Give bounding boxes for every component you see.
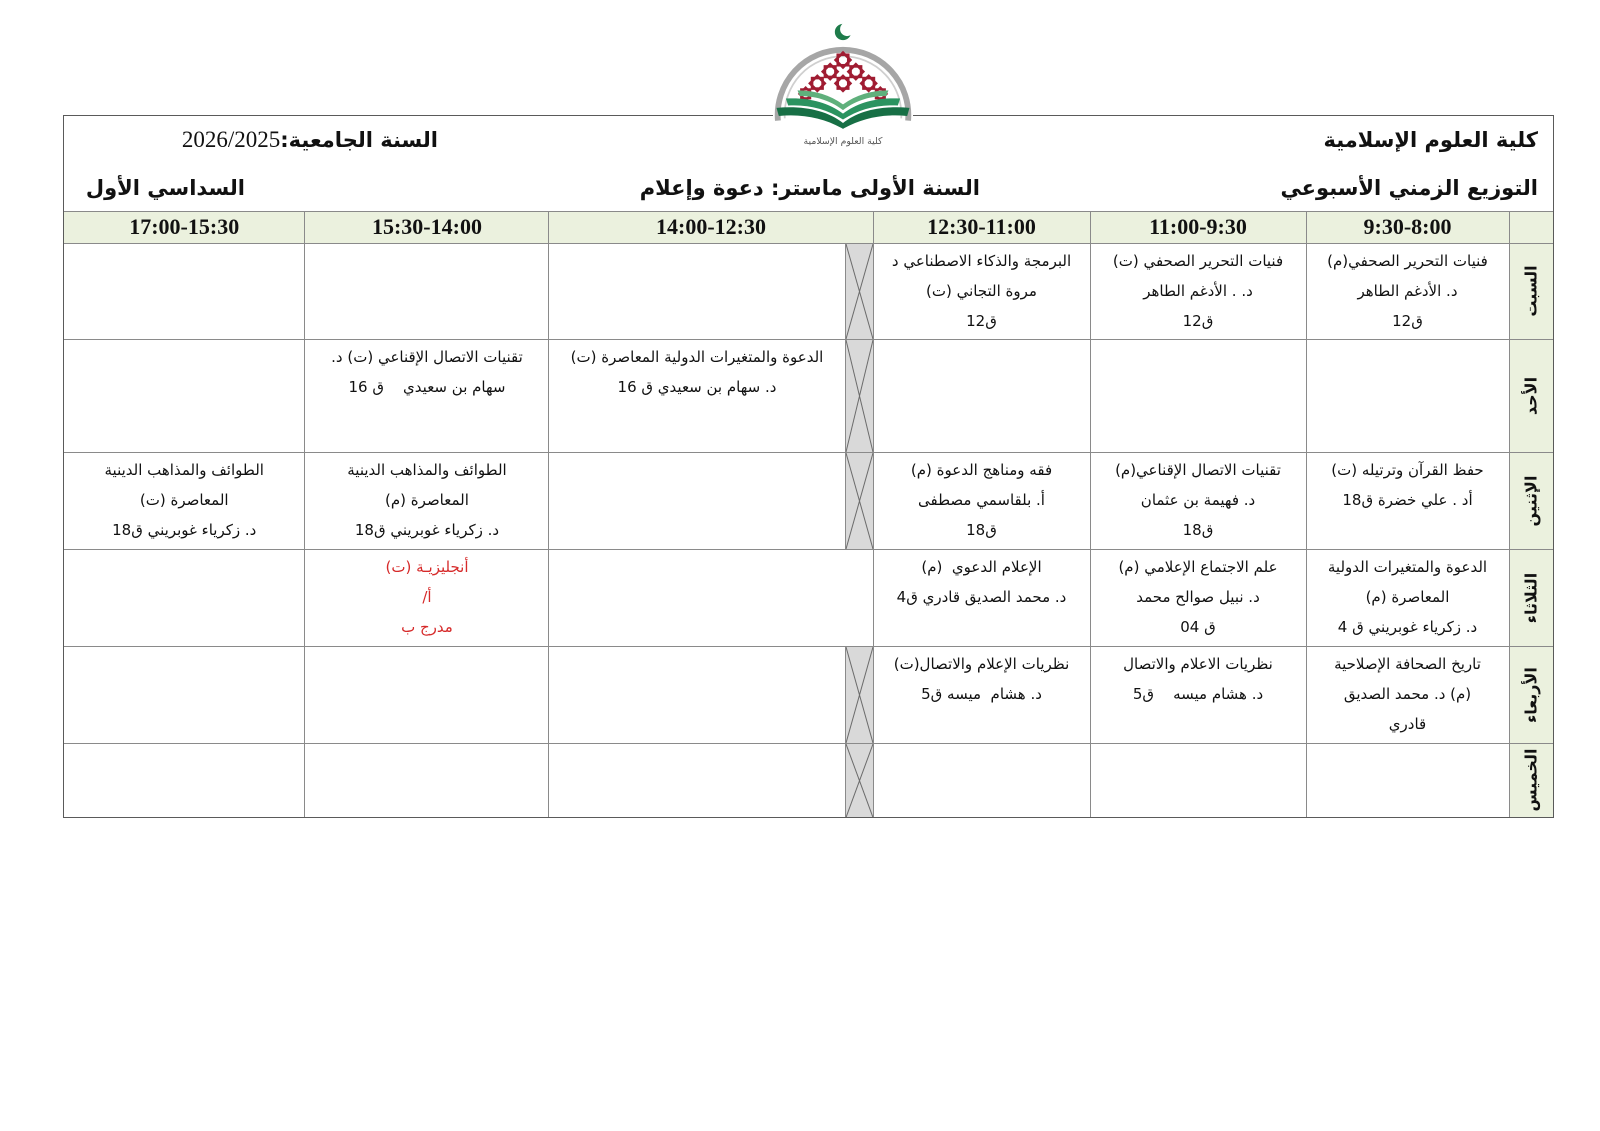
day-cell <box>1509 743 1553 817</box>
cell-line: فنيات التحرير الصحفي (ت) <box>1112 251 1284 270</box>
cell-line: د. الأدغم الطاهر <box>1357 281 1458 300</box>
day-row <box>64 243 1553 339</box>
schedule-cell <box>305 549 549 646</box>
break-hatch <box>846 744 873 818</box>
logo-crescent-icon <box>835 22 854 40</box>
cell-line: د. هشام ميسه ق5 <box>921 684 1042 703</box>
cell-line: البرمجة والذكاء الاصطناعي د <box>891 251 1072 270</box>
break-hatch <box>846 453 873 549</box>
schedule-head <box>64 212 1553 243</box>
cell-line: علم الاجتماع الإعلامي (م) <box>1118 557 1278 576</box>
day-label: السبت <box>1521 265 1541 317</box>
day-row <box>64 646 1553 743</box>
schedule-table <box>64 212 1553 817</box>
time-slot-label: 9:30-8:00 <box>1363 214 1452 240</box>
cell-line: ق12 <box>1182 311 1214 330</box>
day-label: الأربعاء <box>1521 666 1541 723</box>
break-cell <box>845 339 873 452</box>
cell-line: د. . الأدغم الطاهر <box>1143 281 1253 300</box>
cell-line: تقنيات الاتصال الإقناعي (ت) د. <box>331 347 523 366</box>
day-row <box>64 339 1553 452</box>
cell-line: د. فهيمة بن عثمان <box>1140 490 1256 509</box>
schedule-cell <box>1090 339 1306 452</box>
day-cell <box>1509 549 1553 646</box>
schedule-cell <box>305 646 549 743</box>
break-hatch <box>846 244 873 339</box>
schedule-cell <box>549 743 845 817</box>
schedule-cell <box>1090 243 1306 339</box>
time-slot-header <box>305 212 549 243</box>
academic-year <box>182 126 438 154</box>
cell-line: المعاصرة (م) <box>1365 587 1450 606</box>
logo-caption: كلية العلوم الإسلامية <box>803 136 883 147</box>
time-slot-header <box>549 212 873 243</box>
schedule-cell <box>64 452 305 549</box>
faculty-logo <box>773 18 913 158</box>
cell-line: أ/ <box>422 587 432 606</box>
cell-line: نظريات الاعلام والاتصال <box>1123 654 1273 673</box>
cell-line: المعاصرة (م) <box>385 490 469 509</box>
break-hatch <box>846 647 873 743</box>
cell-line: حفظ القرآن وترتيله (ت) <box>1331 460 1484 479</box>
schedule-cell <box>1090 646 1306 743</box>
cell-line: قادري <box>1388 714 1427 733</box>
time-slot-label: 15:30-14:00 <box>371 214 482 240</box>
schedule-cell <box>549 339 845 452</box>
cell-line: ق12 <box>966 311 997 330</box>
cell-line: مروة التجاني (ت) <box>926 281 1037 300</box>
day-cell <box>1509 243 1553 339</box>
time-slot-label: 12:30-11:00 <box>927 214 1036 240</box>
day-cell <box>1509 452 1553 549</box>
timetable-sheet <box>63 115 1554 818</box>
time-slot-header <box>64 212 305 243</box>
cell-line: ق18 <box>1182 520 1214 539</box>
program-name: السنة الأولى ماستر: دعوة وإعلام <box>639 176 980 200</box>
cell-line: تقنيات الاتصال الإقناعي(م) <box>1115 460 1281 479</box>
schedule-cell <box>549 646 845 743</box>
day-label: الثلاثاء <box>1521 572 1541 623</box>
time-slot-header <box>873 212 1090 243</box>
schedule-cell <box>305 452 549 549</box>
cell-line: الدعوة والمتغيرات الدولية <box>1327 557 1488 576</box>
schedule-cell <box>1306 646 1509 743</box>
schedule-title: التوزيع الزمني الأسبوعي <box>1280 176 1538 200</box>
academic-year-label: السنة الجامعية: <box>280 128 438 152</box>
day-label: الأحد <box>1521 376 1541 415</box>
cell-line: د. نبيل صوالح محمد <box>1136 587 1260 606</box>
schedule-cell <box>64 339 305 452</box>
cell-line: أ. بلقاسمي مصطفى <box>918 490 1045 509</box>
cell-line: الطوائف والمذاهب الدينية <box>104 460 264 479</box>
cell-line: نظريات الإعلام والاتصال(ت) <box>893 654 1070 673</box>
schedule-body <box>64 243 1553 817</box>
schedule-cell <box>1306 743 1509 817</box>
day-cell <box>1509 339 1553 452</box>
cell-line: سهام بن سعيدي ق 16 <box>348 377 506 396</box>
faculty-name: كلية العلوم الإسلامية <box>1323 128 1538 152</box>
cell-line: د. زكرياء غوبريني ق 4 <box>1337 617 1478 636</box>
schedule-cell <box>305 243 549 339</box>
cell-line: د. محمد الصديق قادري ق4 <box>896 587 1067 606</box>
schedule-cell <box>1306 243 1509 339</box>
break-cell <box>845 452 873 549</box>
schedule-cell <box>1090 452 1306 549</box>
cell-line: الإعلام الدعوي (م) <box>921 557 1042 576</box>
schedule-cell <box>305 339 549 452</box>
cell-line: ق12 <box>1392 311 1423 330</box>
schedule-cell <box>64 646 305 743</box>
schedule-cell <box>873 646 1090 743</box>
day-column-header <box>1509 212 1553 243</box>
schedule-cell <box>873 243 1090 339</box>
time-slot-header <box>1090 212 1306 243</box>
schedule-cell <box>64 549 305 646</box>
schedule-cell <box>64 743 305 817</box>
schedule-cell <box>873 452 1090 549</box>
day-cell <box>1509 646 1553 743</box>
day-row <box>64 743 1553 817</box>
cell-line: الطوائف والمذاهب الدينية <box>347 460 507 479</box>
break-hatch <box>846 340 873 452</box>
break-cell <box>845 743 873 817</box>
schedule-cell <box>305 743 549 817</box>
cell-line: المعاصرة (ت) <box>139 490 229 509</box>
schedule-cell <box>1090 549 1306 646</box>
cell-line: فنيات التحرير الصحفي(م) <box>1327 251 1488 270</box>
schedule-cell <box>873 549 1090 646</box>
schedule-cell <box>549 452 845 549</box>
schedule-cell <box>873 339 1090 452</box>
time-slot-label: 17:00-15:30 <box>129 214 240 240</box>
schedule-cell <box>1306 339 1509 452</box>
schedule-cell <box>64 243 305 339</box>
time-slot-label: 11:00-9:30 <box>1149 214 1247 240</box>
schedule-cell <box>873 743 1090 817</box>
break-cell <box>845 646 873 743</box>
schedule-cell <box>549 549 873 646</box>
cell-line: ق 04 <box>1180 617 1216 636</box>
academic-year-value: 2026/2025 <box>181 127 281 152</box>
cell-line: ق18 <box>966 520 997 539</box>
cell-line: د. سهام بن سعيدي ق 16 <box>617 377 777 396</box>
time-slot-header <box>1306 212 1509 243</box>
time-slot-label: 14:00-12:30 <box>656 214 766 240</box>
day-row <box>64 549 1553 646</box>
cell-line: مدرج ب <box>401 617 453 636</box>
cell-line: د. زكرياء غوبريني ق18 <box>112 520 257 539</box>
day-label: الخميس <box>1521 748 1541 812</box>
cell-line: تاريخ الصحافة الإصلاحية <box>1334 654 1481 673</box>
schedule-cell <box>1306 549 1509 646</box>
break-cell <box>845 243 873 339</box>
cell-line: الدعوة والمتغيرات الدولية المعاصرة (ت) <box>570 347 824 366</box>
cell-line: أد . علي خضرة ق18 <box>1342 490 1473 509</box>
cell-line: د. زكرياء غوبريني ق18 <box>354 520 500 539</box>
schedule-cell <box>549 243 845 339</box>
day-label: الإثنين <box>1521 475 1541 526</box>
cell-line: د. هشام ميسه ق5 <box>1132 684 1264 703</box>
schedule-cell <box>1090 743 1306 817</box>
cell-line: فقه ومناهج الدعوة (م) <box>910 460 1053 479</box>
semester-label: السداسي الأول <box>85 176 245 200</box>
cell-line: أنجليزيـة (ت) <box>385 557 469 576</box>
schedule-cell <box>1306 452 1509 549</box>
day-row <box>64 452 1553 549</box>
time-header-row <box>64 212 1553 243</box>
cell-line: (م) د. محمد الصديق <box>1343 684 1472 703</box>
